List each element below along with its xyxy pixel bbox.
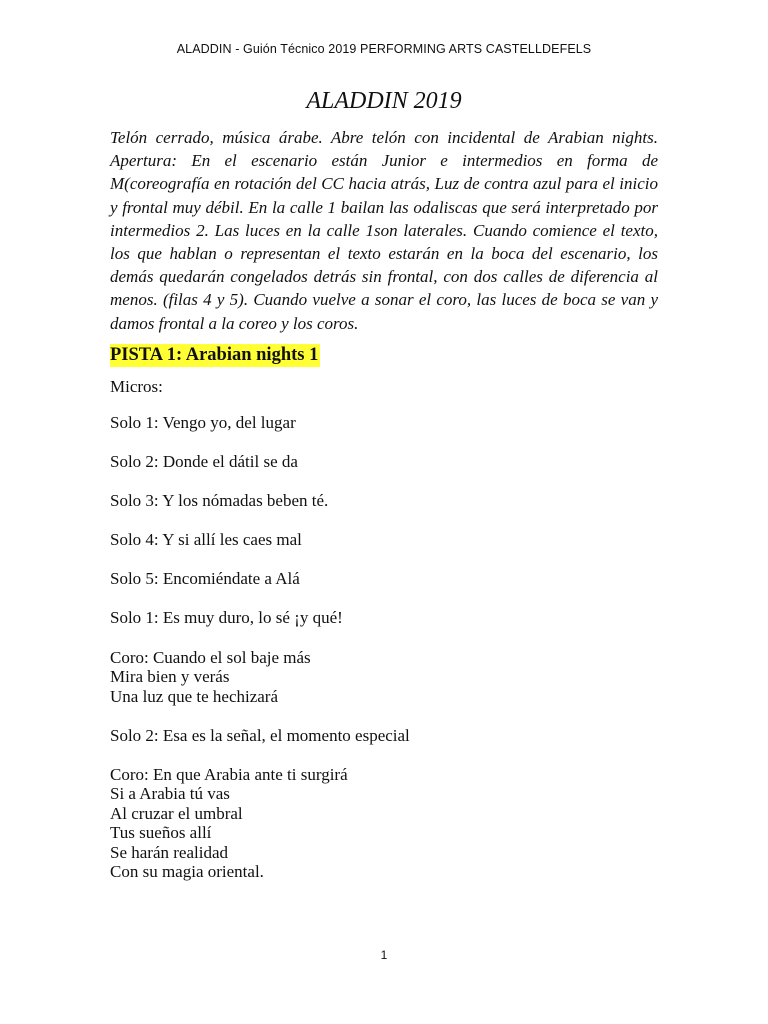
lyric-line: Si a Arabia tú vas bbox=[110, 784, 230, 803]
lyric-line: Solo 4: Y si allí les caes mal bbox=[110, 530, 302, 549]
lyric-line: Una luz que te hechizará bbox=[110, 687, 279, 706]
lyric-line: Solo 2: Donde el dátil se da bbox=[110, 452, 298, 471]
lyric-line: Solo 5: Encomiéndate a Alá bbox=[110, 569, 300, 588]
lyric-line: Solo 2: Esa es la señal, el momento especial bbox=[110, 726, 410, 745]
lyric-line: Se harán realidad bbox=[110, 843, 228, 862]
lyric-line: Coro: Cuando el sol baje más bbox=[110, 648, 311, 667]
lyric-line: Solo 1: Vengo yo, del lugar bbox=[110, 413, 296, 432]
lyric-line: Al cruzar el umbral bbox=[110, 804, 243, 823]
document-title: ALADDIN 2019 bbox=[306, 88, 462, 114]
lyric-line: Solo 1: Es muy duro, lo sé ¡y qué! bbox=[110, 608, 343, 627]
track-heading: PISTA 1: Arabian nights 1 bbox=[110, 345, 319, 365]
lyric-line: Con su magia oriental. bbox=[110, 862, 264, 881]
lyric-line: Tus sueños allí bbox=[110, 823, 212, 842]
lyric-line: Mira bien y verás bbox=[110, 667, 230, 686]
micros-label: Micros: bbox=[110, 377, 163, 396]
lyric-line: Solo 3: Y los nómadas beben té. bbox=[110, 491, 329, 510]
page-number: 1 bbox=[380, 948, 388, 962]
lyric-line: Coro: En que Arabia ante ti surgirá bbox=[110, 765, 348, 784]
stage-directions: Telón cerrado, música árabe. Abre telón con incidental de Arabian nights. Apertura: En el escenario están Junior e intermedios en forma de M(coreografía en rotación del CC hacia atrás, Luz de contra azul para el inicio y frontal muy débil. En la calle 1 bailan las odaliscas que será interpretado por intermedios 2. Las luces en la calle 1son laterales. Cuando comience el texto, los que hablan o representan el texto estarán en la boca del escenario, los demás quedarán congelados detrás sin frontal, con dos calles de diferencia al menos. (filas 4 y 5). Cuando vuelve a sonar el coro, las luces de boca se van y damos frontal a la coreo y los coros. bbox=[110, 128, 658, 333]
document-header: ALADDIN - Guión Técnico 2019 PERFORMING ARTS CASTELLDEFELS bbox=[176, 42, 592, 56]
